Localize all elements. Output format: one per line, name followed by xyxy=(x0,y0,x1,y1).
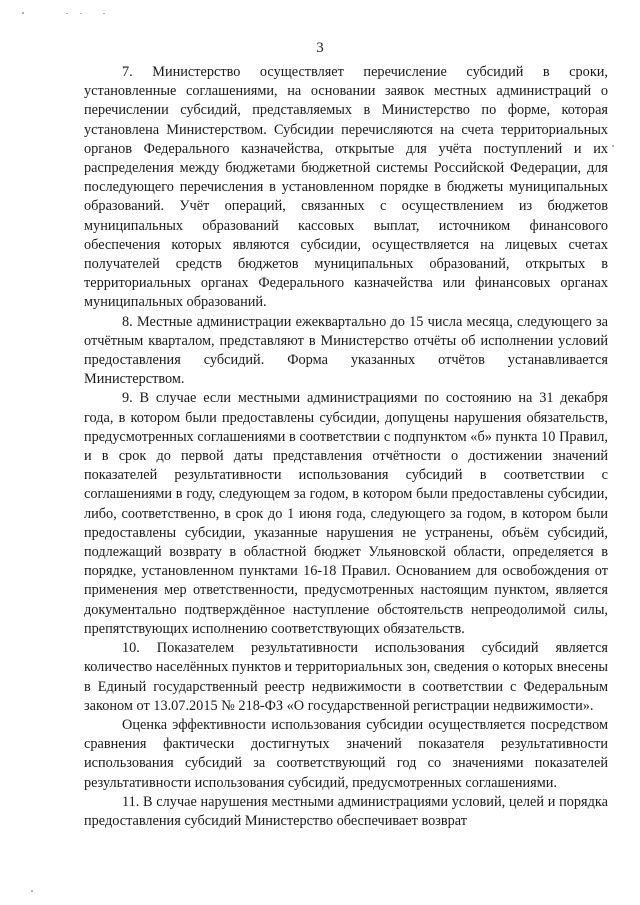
scan-speck xyxy=(31,890,33,892)
paragraph-10: 10. Показателем результативности использования субсидий является количество населённых пунктов и территориальных зон, сведения о которых внесены в Единый государственный реестр недвижимости в соответствии с Федеральным законом от 13.07.2015 № 218-ФЗ «О государственной регистрации недвижимости». xyxy=(84,640,608,714)
scan-speck xyxy=(80,13,82,14)
scan-speck xyxy=(103,13,105,14)
scan-speck xyxy=(22,12,24,14)
scan-speck xyxy=(612,145,614,147)
paragraph-9: 9. В случае если местными администрациями по состоянию на 31 декабря года, в котором были предоставлены субсидии, допущены нарушения обязательств, предусмотренных соглашениями в соответствии с подпунктом «б» пункта 10 Правил, и в срок до первой даты представления отчётности о достижении значений показателей результативности использования субсидий в соответствии с соглашениями в году, следующем за годом, в котором были предоставлены субсидии, либо, соответственно, в срок до 1 июня года, следующего за годом, в котором были предоставлены субсидии, указанные нарушения не устранены, объём субсидий, подлежащий возврату в областной бюджет Ульяновской области, определяется в порядке, установленном пунктами 16-18 Правил. Основанием для освобождения от применения мер ответственности, предусмотренных настоящим пунктом, является документально подтверждённое наступление обстоятельств непреодолимой силы, препятствующих исполнению соответствующих обязательств. xyxy=(84,390,608,637)
paragraph-11: 11. В случае нарушения местными администрациями условий, целей и порядка предоставления субсидий Министерство обеспечивает возврат xyxy=(84,793,608,829)
page-number: 3 xyxy=(316,40,324,56)
paragraph-8: 8. Местные администрации ежеквартально до 15 числа месяца, следующего за отчётным кварталом, представляют в Министерство отчёты об исполнении условий предоставления субсидий. Форма указанных отчётов устанавливается Министерством. xyxy=(84,313,608,388)
paragraph-7: 7. Министерство осуществляет перечисление субсидий в сроки, установленные соглашениями, на основании заявок местных администраций о перечислении субсидий, представляемых в Министерство по форме, которая установлена Министерством. Субсидии перечисляются на счета территориальных органов Федерального казначейства, открытые для учёта поступлений и их распределения между бюджетами бюджетной системы Российской Федерации, для последующего перечисления в установленном порядке в бюджеты муниципальных образований. Учёт операций, связанных с осуществлением из бюджетов муниципальных образований кассовых выплат, источником финансового обеспечения которых являются субсидии, осуществляется на лицевых счетах получателей средств бюджетов муниципальных образований, открытых в территориальных органах Федерального казначейства или финансовых органах муниципальных образований. xyxy=(84,64,608,311)
scan-speck xyxy=(66,13,68,14)
body-text xyxy=(84,63,608,831)
paragraph-evaluation: Оценка эффективности использования субсидии осуществляется посредством сравнения фактически достигнутых значений показателя результативности использования субсидий за соответствующий год со значениями показателей результативности использования субсидий, предусмотренных соглашениями. xyxy=(84,716,608,791)
